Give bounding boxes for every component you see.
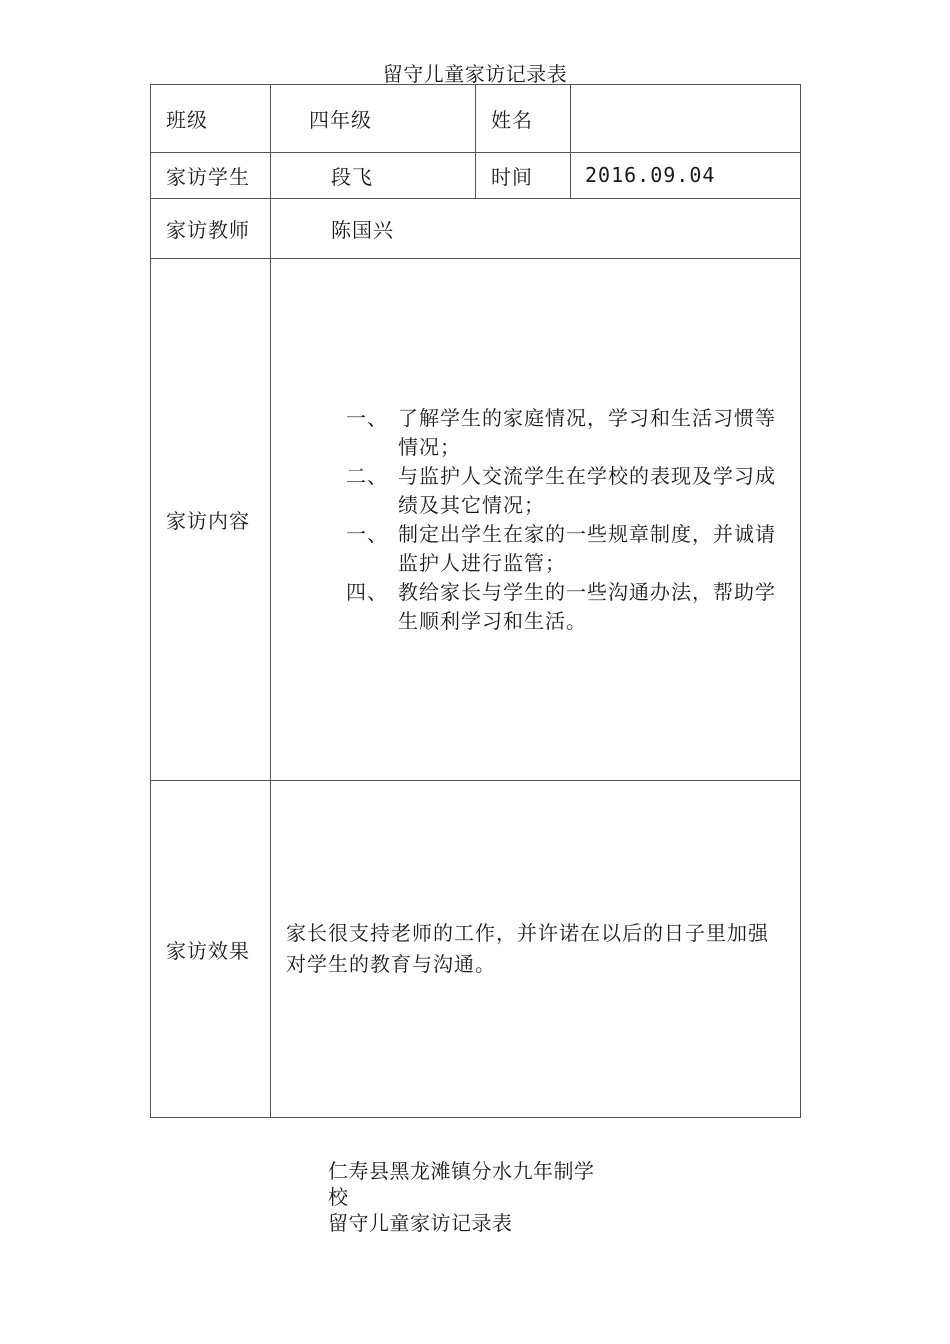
footer — [328, 1158, 618, 1236]
student-label: 家访学生 — [151, 153, 271, 199]
effect-row — [151, 781, 801, 1118]
class-row — [151, 85, 801, 153]
teacher-label: 家访教师 — [151, 199, 271, 259]
effect-text: 家长很支持老师的工作，并许诺在以后的日子里加强对学生的教育与沟通。 — [286, 921, 769, 976]
content-item-marker: 一、 — [346, 521, 388, 546]
content-item-text: 制定出学生在家的一些规章制度，并诚请监护人进行监管； — [398, 521, 776, 575]
content-item — [346, 462, 782, 520]
content-item-marker: 一、 — [346, 405, 388, 430]
content-item-text: 了解学生的家庭情况，学习和生活习惯等情况； — [398, 405, 776, 459]
class-label: 班级 — [151, 85, 271, 153]
teacher-row — [151, 199, 801, 259]
content-cell — [271, 259, 801, 781]
school-name-line2: 校 — [328, 1185, 349, 1209]
class-value: 四年级 — [271, 85, 476, 153]
content-item-marker: 四、 — [346, 579, 388, 604]
document-title: 留守儿童家访记录表 — [382, 62, 568, 86]
school-name-line1: 仁寿县黑龙滩镇分水九年制学 — [328, 1159, 595, 1183]
home-visit-record-table — [150, 84, 801, 1118]
name-value — [571, 85, 801, 153]
footer-repeat-title: 留守儿童家访记录表 — [328, 1211, 513, 1235]
time-label: 时间 — [476, 153, 571, 199]
name-label: 姓名 — [476, 85, 571, 153]
effect-cell — [271, 781, 801, 1118]
student-value: 段飞 — [271, 153, 476, 199]
content-item-text: 与监护人交流学生在学校的表现及学习成绩及其它情况； — [398, 463, 776, 517]
effect-label: 家访效果 — [151, 781, 271, 1118]
teacher-value: 陈国兴 — [271, 199, 801, 259]
content-list — [271, 404, 800, 636]
content-label: 家访内容 — [151, 259, 271, 781]
content-item — [346, 578, 782, 636]
student-row — [151, 153, 801, 199]
content-row — [151, 259, 801, 781]
content-item — [346, 520, 782, 578]
content-item-marker: 二、 — [346, 463, 388, 488]
time-value: 2016.09.04 — [571, 153, 801, 199]
content-item — [346, 404, 782, 462]
content-item-text: 教给家长与学生的一些沟通办法，帮助学生顺利学习和生活。 — [398, 579, 776, 633]
